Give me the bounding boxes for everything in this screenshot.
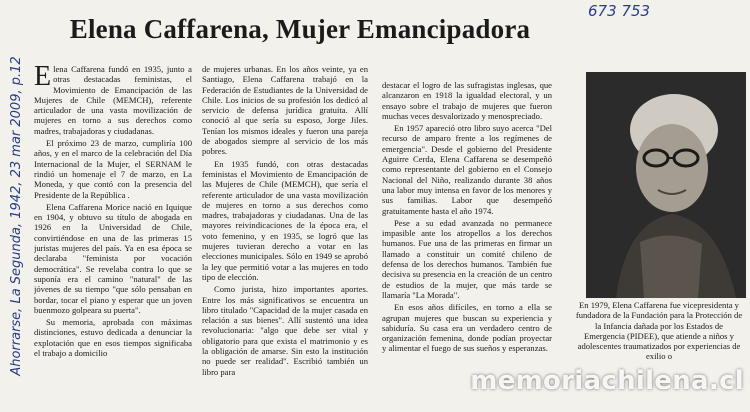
handwritten-margin-note: Ahorrarse, La Segunda, 1942, 23 mar 2009, p.12	[9, 56, 24, 376]
watermark-logo: memoriachilena.cl	[470, 366, 744, 396]
portrait-photo	[586, 72, 746, 298]
article-column-3	[382, 80, 552, 412]
article-title: Elena Caffarena, Mujer Emancipadora	[69, 14, 531, 44]
paragraph: En esos años difíciles, en torno a ella se agrupan mujeres que buscan su experiencia y sabiduría. Su casa era un verdadero centro de organización femenina, donde podían proyectar y alimentar el fuego de sus sueños y esperanzas.	[382, 302, 552, 354]
handwritten-catalog-code: 673 753	[588, 2, 651, 20]
paragraph: de mujeres urbanas. En los años veinte, ya en Santiago, Elena Caffarena trabajó en la Federación de Estudiantes de la Universidad de Chile. Los inicios de su profesión los dedicó al servicio de defensa jurídica gratuita. Allí conoció al que sería su esposo, Jorge Jiles. Tenían los mismos ideales y fueron una pareja de abogados siempre al servicio de los más pobres.	[202, 64, 368, 157]
paragraph: Elena Caffarena Morice nació en Iquique en 1904, y obtuvo su título de abogada en 1926 en la Universidad de Chile, convirtiéndose en una de las primeras 15 juristas mujeres del país. Ya en esa época se declaraba "feminista por vocación democrática". Se revelaba contra lo que se suponía era el camino "natural" de las jóvenes de su tiempo "que sólo pensaban en bordar, tocar el piano y esperar que un joven buenmozo golpeara su puerta".	[34, 201, 192, 315]
paragraph: destacar el logro de las sufragistas inglesas, que alcanzaron en 1918 la igualdad electoral, y un ensayo sobre el trabajo de mujeres que fueron muchas veces desvalorizado y menospreciado.	[382, 80, 552, 121]
paragraph: Pese a su edad avanzada no permanece impasible ante los atropellos a los derechos humanos. Fue una de las primeras en firmar un llamado a constituir un comité chileno de defensa de los derechos humanos. También fue decisiva su presencia en la creación de un centro de estudios de la mujer, que más tarde se llamaría "La Morada".	[382, 217, 552, 300]
paragraph: Como jurista, hizo importantes aportes. Entre los más significativos se encuentra un libro titulado "Capacidad de la mujer casada en relación a sus bienes". Allí sustentó una idea revolucionaria: "algo que debe ser vital y obligatorio para que exista el matrimonio y es la obligación de amarse. Sin esto la institución no puede ser realidad". Escribió también un libro para	[202, 284, 368, 377]
paragraph: El próximo 23 de marzo, cumpliría 100 años, y en el marco de la celebración del Día Internacional de la Mujer, el SERNAM le rindió un homenaje el 7 de marzo, en La Moneda, y que contó con la presencia del Presidente de la República .	[34, 138, 192, 200]
elderly-woman-portrait-icon	[586, 72, 746, 298]
paragraph: Su memoria, aprobada con máximas distinciones, estuvo dedicada a denunciar la explotación que en esos tiempos significaba el trabajo a domicilio	[34, 317, 192, 359]
photo-caption: En 1979, Elena Caffarena fue vicepresidenta y fundadora de la Fundación para la Protección de la Infancia dañada por los Estados de Emergencia (PIDEE), que atiende a niños y adolescentes traumatizados por experiencias de exilio o	[575, 300, 743, 362]
article-column-1	[34, 64, 192, 396]
paragraph: En 1935 fundó, con otras destacadas feministas el Movimiento de Emancipación de las Mujeres de Chile (MEMCH), que sería el referente articulador de una vasta movilización de mujeres en torno a sus derechos como madres, trabajadoras y ciudadanas. Una de las mayores reivindicaciones de la época era, el voto femenino, y en 1935, se logró que las mujeres tuvieran derecho a votar en las elecciones municipales. Sólo en 1949 se aprobó la ley que permitió votar a las mujeres en todo tipo de elección.	[202, 158, 368, 282]
paragraph: En 1957 apareció otro libro suyo acerca "Del recurso de amparo frente a los regímenes de emergencia". Desde el gobierno del Presidente Aguirre Cerda, Elena Caffarena se desempeñó como representante del gobierno en el Consejo Nacional del Niño, realizando durante 38 años una labor muy intensa en favor de los menores y sus familias. Labor que desempeñó gratuitamente hasta el año 1974.	[382, 123, 552, 216]
article-column-2	[202, 64, 368, 396]
paragraph: Elena Caffarena fundó en 1935, junto a otras destacadas feministas, el Movimiento de Emancipación de las Mujeres de Chile (MEMCH), referente articulador de una vasta movilización de mujeres en torno a sus derechos como madres, trabajadoras y ciudadanas.	[34, 64, 192, 136]
drop-cap: E	[34, 64, 52, 92]
